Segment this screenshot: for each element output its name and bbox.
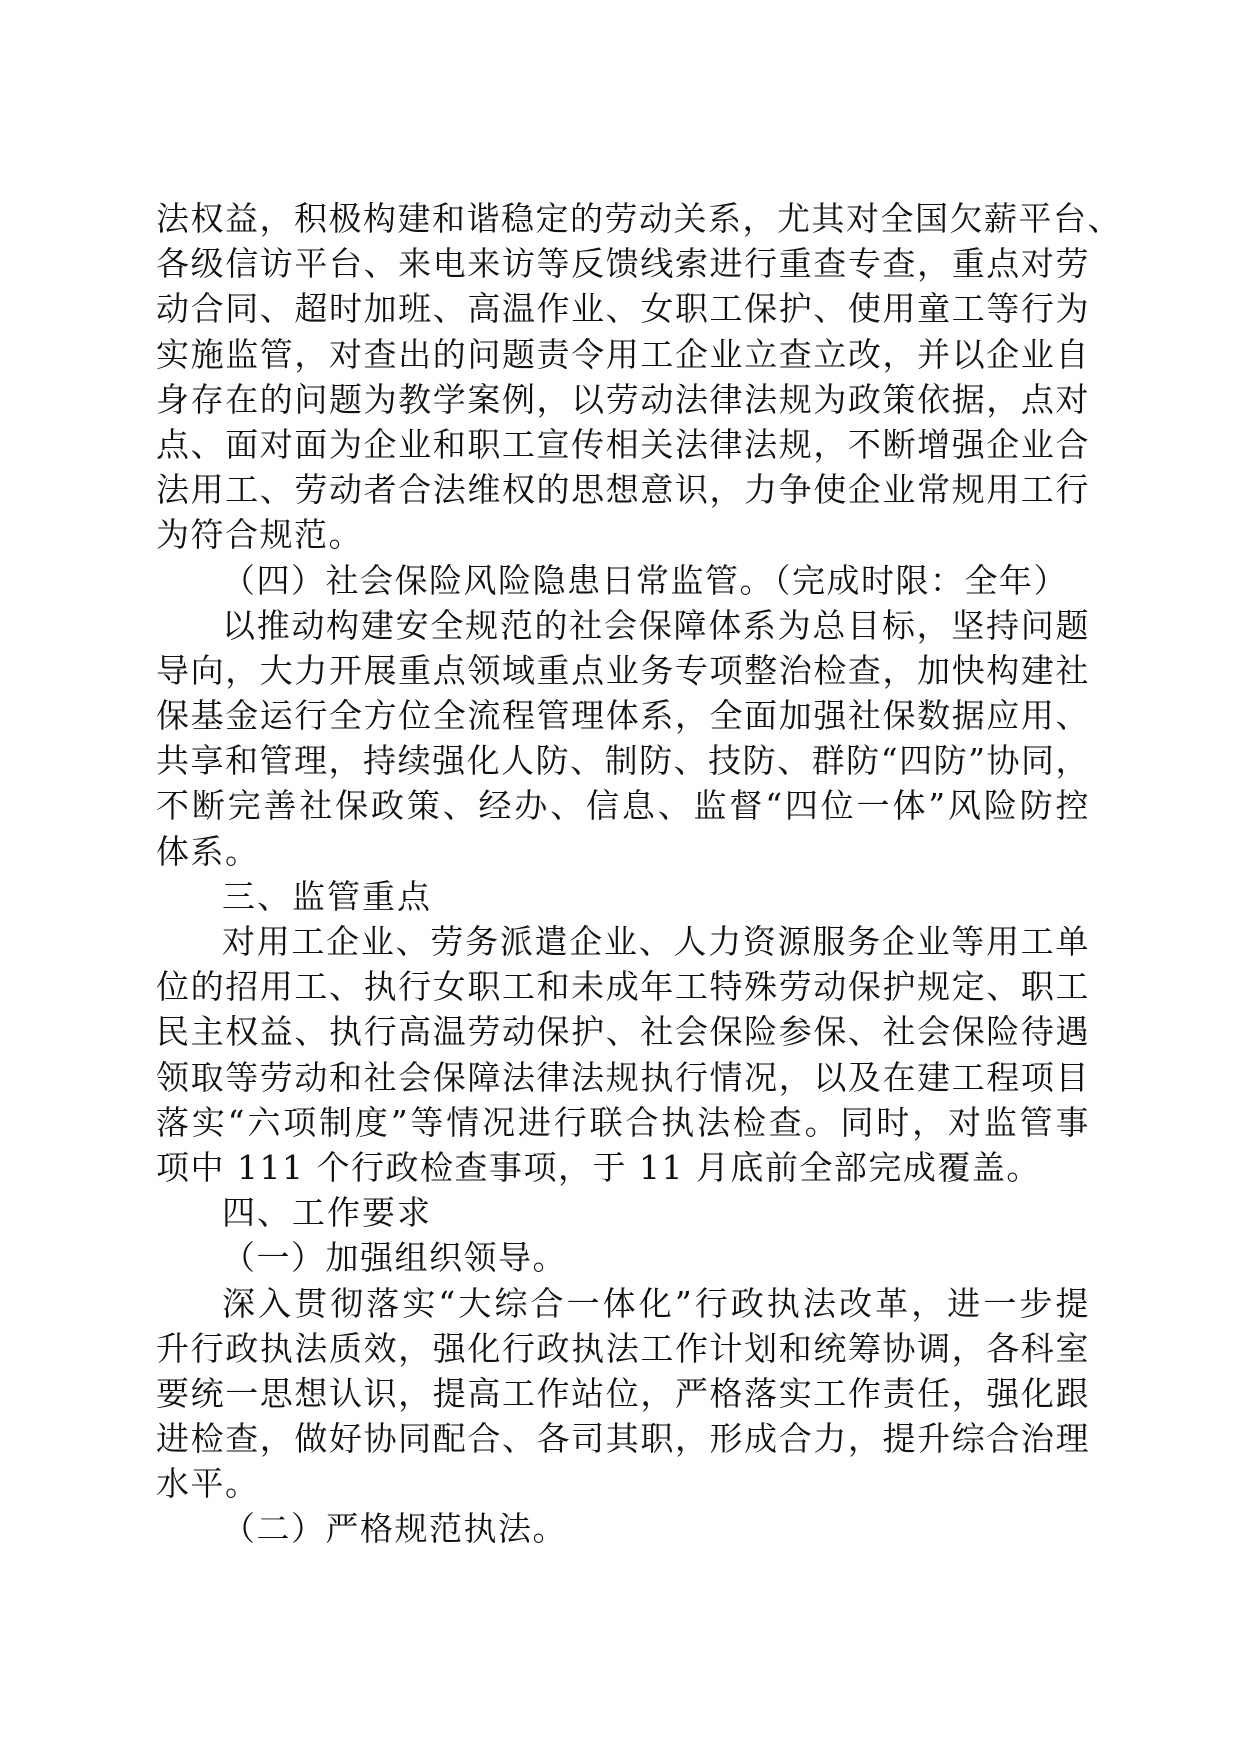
body-text-line: 落实“六项制度”等情况进行联合执法检查。同时，对监管事	[156, 1102, 1090, 1142]
subsection-heading: （一）加强组织领导。	[222, 1238, 567, 1278]
subsection-heading: （二）严格规范执法。	[222, 1509, 567, 1549]
body-text-line: 对用工企业、劳务派遣企业、人力资源服务企业等用工单	[222, 922, 1090, 961]
body-text-line: 保基金运行全方位全流程管理体系，全面加强社保数据应用、	[156, 696, 1090, 736]
section-heading: 三、监管重点	[222, 876, 432, 916]
body-text-line: 导向，大力开展重点领域重点业务专项整治检查，加快构建社	[156, 650, 1090, 690]
body-text-line: 升行政执法质效，强化行政执法工作计划和统筹协调，各科室	[156, 1328, 1090, 1368]
section-heading: 四、工作要求	[222, 1193, 432, 1233]
document-body	[156, 196, 1122, 1552]
body-text-line: 位的招用工、执行女职工和未成年工特殊劳动保护规定、职工	[156, 967, 1090, 1007]
body-text-line: 动合同、超时加班、高温作业、女职工保护、使用童工等行为	[156, 289, 1090, 329]
body-text-line: 共享和管理，持续强化人防、制防、技防、群防“四防”协同，	[156, 741, 1090, 781]
body-text-line: 深入贯彻落实“大综合一体化”行政执法改革，进一步提	[222, 1283, 1090, 1323]
subsection-heading: （四）社会保险风险隐患日常监管。（完成时限：全年）	[222, 560, 1068, 600]
body-text-line: 以推动构建安全规范的社会保障体系为总目标，坚持问题	[222, 605, 1090, 645]
body-text-line: 法权益，积极构建和谐稳定的劳动关系，尤其对全国欠薪平台、	[156, 199, 1122, 238]
body-text-line: 项中 111 个行政检查事项，于 11 月底前全部完成覆盖。	[156, 1147, 1041, 1187]
body-text-line: 要统一思想认识，提高工作站位，严格落实工作责任，强化跟	[156, 1373, 1090, 1413]
body-text-line: 民主权益、执行高温劳动保护、社会保险参保、社会保险待遇	[156, 1012, 1090, 1052]
body-text-line: 法用工、劳动者合法维权的思想意识，力争使企业常规用工行	[156, 470, 1090, 510]
body-text-line: 领取等劳动和社会保障法律法规执行情况，以及在建工程项目	[156, 1057, 1090, 1097]
body-text-line: 不断完善社保政策、经办、信息、监督“四位一体”风险防控	[156, 786, 1090, 826]
body-text-line: 各级信访平台、来电来访等反馈线索进行重查专查，重点对劳	[156, 244, 1090, 284]
body-text-line: 体系。	[156, 831, 260, 871]
body-text-line: 实施监管，对查出的问题责令用工企业立查立改，并以企业自	[156, 334, 1090, 374]
body-text-line: 进检查，做好协同配合、各司其职，形成合力，提升综合治理	[156, 1419, 1090, 1459]
body-text-line: 水平。	[156, 1464, 260, 1504]
body-text-line: 点、面对面为企业和职工宣传相关法律法规，不断增强企业合	[156, 424, 1090, 464]
body-text-line: 身存在的问题为教学案例，以劳动法律法规为政策依据，点对	[156, 379, 1090, 419]
body-text-line: 为符合规范。	[156, 515, 363, 555]
